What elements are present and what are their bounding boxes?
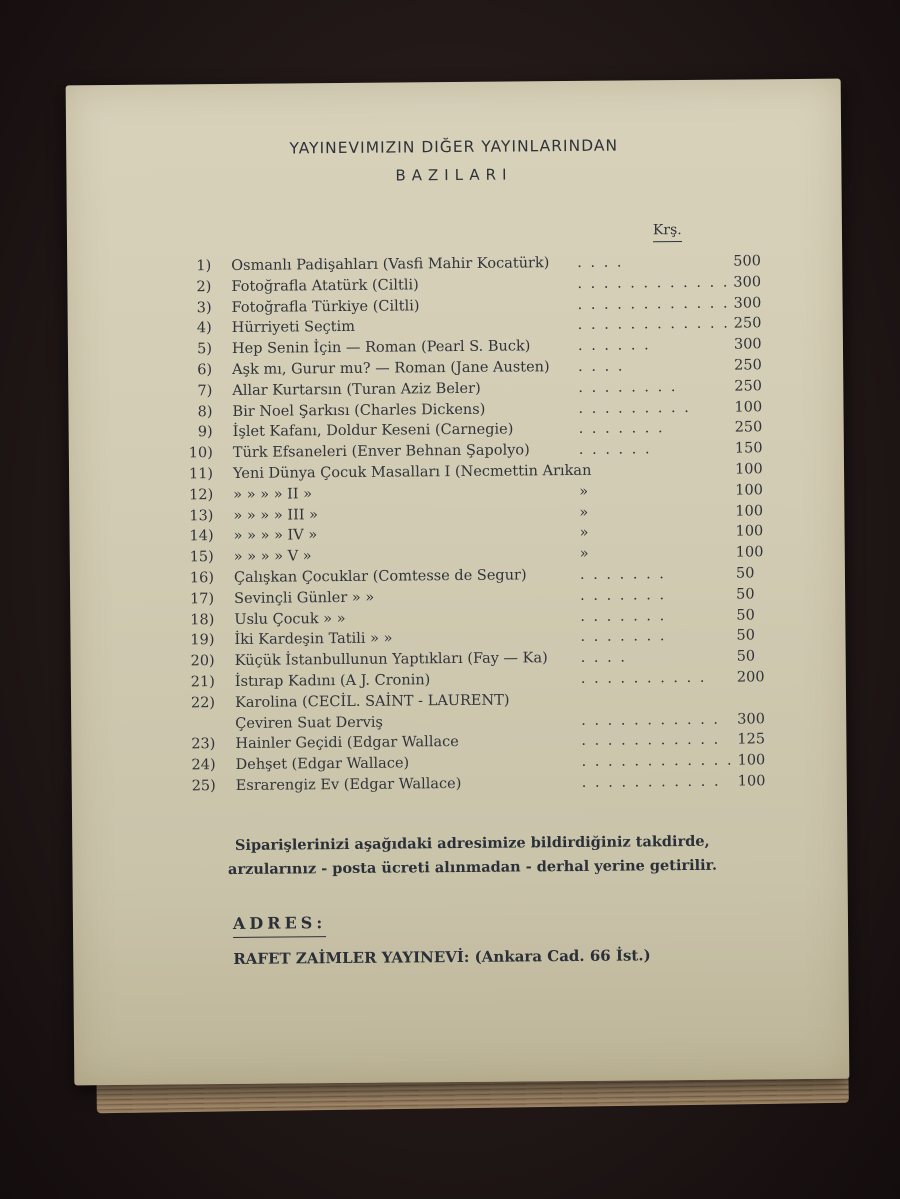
item-leader-dots: [581, 690, 741, 691]
item-title: » » » » II »: [233, 486, 313, 503]
item-title: Aşk mı, Gurur mu? — Roman (Jane Austen): [232, 359, 550, 378]
item-leader-dots: . . . . . . . . . . .: [581, 732, 721, 750]
item-leader-dots: . . . . . . . .: [578, 378, 678, 396]
item-number: 6): [197, 362, 213, 379]
item-leader-dots: . . . . . . . . . . . .: [577, 295, 730, 313]
order-notice-line-2: arzularınız - posta ücreti alınmadan - derhal yerine getirilir.: [227, 856, 718, 879]
item-number: 13): [189, 507, 214, 524]
item-price: 300: [737, 710, 765, 728]
item-price: 300: [733, 294, 762, 312]
item-number: 20): [190, 653, 215, 670]
item-leader-dots: . . . .: [580, 649, 628, 667]
item-leader-dots: . . . . . . . . . . . .: [577, 316, 730, 334]
item-number: 5): [197, 341, 213, 358]
item-title: Osmanlı Padişahları (Vasfi Mahir Kocatürk): [231, 255, 550, 274]
item-price: 100: [735, 502, 764, 520]
item-price: 100: [735, 523, 764, 540]
item-number: 3): [196, 299, 212, 316]
item-number: 21): [190, 674, 215, 691]
item-title: Bir Noel Şarkısı (Charles Dickens): [232, 401, 486, 420]
item-title: Dehşet (Edgar Wallace): [235, 755, 410, 774]
item-leader-dots: . . . .: [577, 254, 624, 271]
item-number: 11): [188, 466, 214, 483]
item-title: İşlet Kafanı, Doldur Keseni (Carnegie): [232, 421, 514, 441]
item-title: Fotoğrafla Atatürk (Ciltli): [231, 277, 419, 295]
item-title: Sevinçli Günler » »: [234, 589, 375, 607]
item-number: 4): [196, 320, 212, 337]
item-price: 50: [736, 648, 756, 665]
item-price: 250: [734, 378, 763, 395]
item-price: 125: [737, 731, 766, 748]
item-number: 16): [189, 570, 215, 587]
item-price: 200: [736, 669, 765, 686]
book-list: [177, 253, 766, 799]
item-title: » » » » V »: [233, 548, 312, 566]
item-title: Esrarengiz Ev (Edgar Wallace): [235, 775, 462, 794]
list-item: [182, 773, 766, 799]
item-price: 250: [733, 315, 762, 332]
item-leader-dots: [579, 462, 739, 463]
item-price: 50: [736, 606, 755, 624]
item-price: 100: [737, 773, 766, 790]
item-number: 22): [190, 694, 216, 712]
item-leader-dots: »: [579, 483, 591, 500]
item-leader-dots: . . . . . . . . . . .: [581, 711, 721, 729]
item-price: 250: [734, 357, 762, 374]
catalog-subheading: BAZILARI: [395, 165, 513, 185]
item-number: 8): [197, 403, 213, 420]
item-number: 25): [191, 778, 216, 795]
item-price: [737, 690, 797, 691]
item-leader-dots: . . . . . . . . . . . .: [581, 752, 734, 771]
order-notice-line-1: Siparişlerinizi aşağıdaki adresimize bildirdiğiniz takdirde,: [234, 832, 710, 854]
item-number: 14): [189, 528, 214, 545]
item-title: Karolina (CECİL. SAİNT - LAURENT): [234, 692, 510, 711]
item-title: İki Kardeşin Tatili » »: [234, 630, 393, 649]
item-title: » » » » III »: [233, 506, 319, 524]
item-price: 50: [736, 586, 755, 603]
item-number: 15): [189, 549, 214, 566]
book-back-cover: [66, 79, 850, 1086]
price-unit-label: Krş.: [653, 222, 682, 242]
item-title: Çalışkan Çocuklar (Comtesse de Segur): [233, 567, 527, 586]
item-leader-dots: . . . . . . . . . . . .: [577, 274, 730, 292]
catalog-heading: YAYINEVIMIZIN DIĞER YAYINLARINDAN: [289, 136, 619, 158]
item-number: 7): [197, 382, 213, 400]
item-leader-dots: . . . . . . . . . . .: [581, 773, 721, 791]
item-title: Yeni Dünya Çocuk Masalları I (Necmettin Arıkan: [232, 462, 592, 482]
item-leader-dots: »: [579, 525, 591, 542]
item-title: Küçük İstanbullunun Yaptıkları (Fay — Ka): [234, 650, 548, 670]
item-title: Çeviren Suat Derviş: [235, 714, 384, 732]
item-price: 50: [735, 565, 755, 582]
item-leader-dots: . . . . . . . . . .: [580, 669, 707, 687]
item-leader-dots: . . . . . . .: [580, 586, 667, 604]
item-price: 100: [735, 482, 763, 499]
item-leader-dots: »: [579, 504, 591, 521]
item-number: 9): [197, 424, 213, 441]
item-leader-dots: . . . . . . .: [580, 628, 667, 646]
item-leader-dots: . . . .: [578, 358, 625, 375]
item-leader-dots: »: [579, 545, 591, 563]
item-price: 100: [734, 398, 763, 416]
item-price: 500: [733, 253, 761, 270]
item-number: 10): [188, 445, 213, 462]
item-number: 18): [190, 611, 215, 628]
item-price: 100: [735, 544, 764, 561]
item-leader-dots: . . . . . .: [577, 337, 651, 355]
item-price: 100: [737, 752, 766, 769]
item-number: 23): [191, 736, 216, 753]
item-title: Fotoğrafla Türkiye (Ciltli): [231, 297, 420, 316]
item-title: Türk Efsaneleri (Enver Behnan Şapolyo): [232, 442, 530, 462]
order-notice: [192, 829, 752, 882]
item-price: 300: [733, 274, 762, 291]
item-title: Allar Kurtarsın (Turan Aziz Beler): [232, 380, 481, 399]
item-title: İstırap Kadını (A J. Cronin): [234, 672, 431, 690]
item-price: 150: [734, 440, 763, 457]
item-title: Uslu Çocuk » »: [234, 610, 346, 628]
item-leader-dots: . . . . . .: [578, 441, 652, 459]
item-title: » » » » IV »: [233, 527, 318, 545]
item-leader-dots: . . . . . . .: [580, 607, 667, 625]
item-number: 19): [190, 632, 215, 649]
item-title: Hürriyeti Seçtim: [231, 319, 356, 337]
item-leader-dots: . . . . . . .: [579, 566, 666, 583]
item-number: 17): [189, 590, 215, 608]
item-price: 100: [734, 461, 763, 478]
address-label: ADRES:: [233, 913, 326, 938]
item-title: Hainler Geçidi (Edgar Wallace: [235, 734, 459, 753]
item-title: Hep Senin İçin — Roman (Pearl S. Buck): [231, 338, 531, 358]
item-leader-dots: . . . . . . . . .: [578, 399, 691, 417]
item-number: 24): [191, 757, 216, 774]
item-price: 250: [734, 419, 763, 436]
item-number: 1): [196, 258, 212, 275]
item-price: 50: [736, 627, 756, 644]
publisher-address: RAFET ZAİMLER YAYINEVİ: (Ankara Cad. 66 İst.): [233, 946, 651, 968]
item-number: 2): [196, 278, 212, 296]
item-price: 300: [733, 336, 762, 353]
item-number: 12): [189, 486, 214, 504]
item-leader-dots: . . . . . . .: [578, 420, 665, 438]
